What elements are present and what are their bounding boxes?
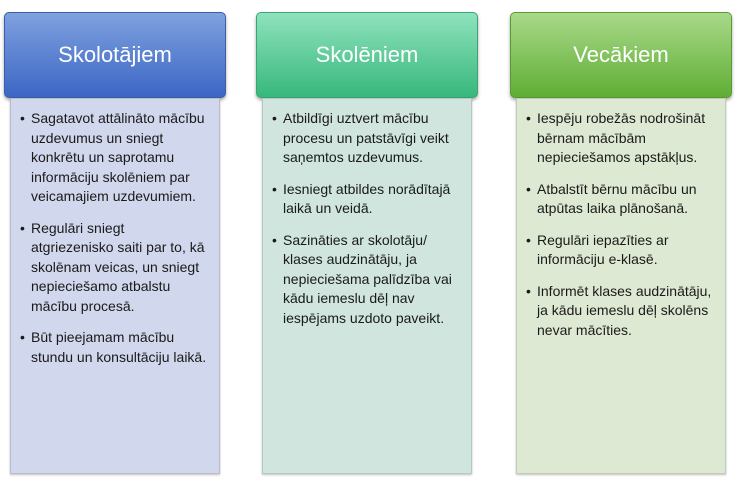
list-item: • Sazināties ar skolotāju/ klases audzinātāju, ja nepieciešama palīdzība vai kādu iemeslu dēļ nav iespējams uzdoto paveikt. xyxy=(273,231,461,329)
column-parents xyxy=(510,12,732,338)
column-teachers xyxy=(4,12,226,365)
list-item: • Atbalstīt bērnu mācību un atpūtas laika plānošanā. xyxy=(527,180,715,219)
column-body xyxy=(10,98,220,474)
column-body xyxy=(262,98,472,474)
list-item: • Iesniegt atbildes norādītajā laikā un veidā. xyxy=(273,180,461,219)
column-title: Vecākiem xyxy=(573,42,669,67)
list-item: • Regulāri iepazīties ar informāciju e-klasē. xyxy=(527,231,715,270)
bullet-list xyxy=(21,109,209,367)
column-header xyxy=(4,12,226,98)
list-item: • Sagatavot attālināto mācību uzdevumus un sniegt konkrētu un saprotamu informāciju skolēniem par veicamajiem uzdevumiem. xyxy=(21,109,209,207)
column-students xyxy=(256,12,478,326)
list-item: • Atbildīgi uztvert mācību procesu un patstāvīgi veikt saņemtos uzdevumus. xyxy=(273,109,461,168)
column-title: Skolēniem xyxy=(315,42,419,67)
list-item: • Informēt klases audzinātāju, ja kādu iemeslu dēļ skolēns nevar mācīties. xyxy=(527,282,715,341)
bullet-list xyxy=(527,109,715,340)
column-title: Skolotājiem xyxy=(58,42,172,67)
column-header xyxy=(256,12,478,98)
column-body xyxy=(516,98,726,474)
list-item: • Regulāri sniegt atgriezenisko saiti par to, kā skolēnam veicas, un sniegt nepieciešamo atbalstu mācību procesā. xyxy=(21,219,209,317)
list-item: • Iespēju robežās nodrošināt bērnam mācībām nepieciešamos apstākļus. xyxy=(527,109,715,168)
column-header xyxy=(510,12,732,98)
bullet-list xyxy=(273,109,461,328)
list-item: • Būt pieejamam mācību stundu un konsultāciju laikā. xyxy=(21,328,209,367)
